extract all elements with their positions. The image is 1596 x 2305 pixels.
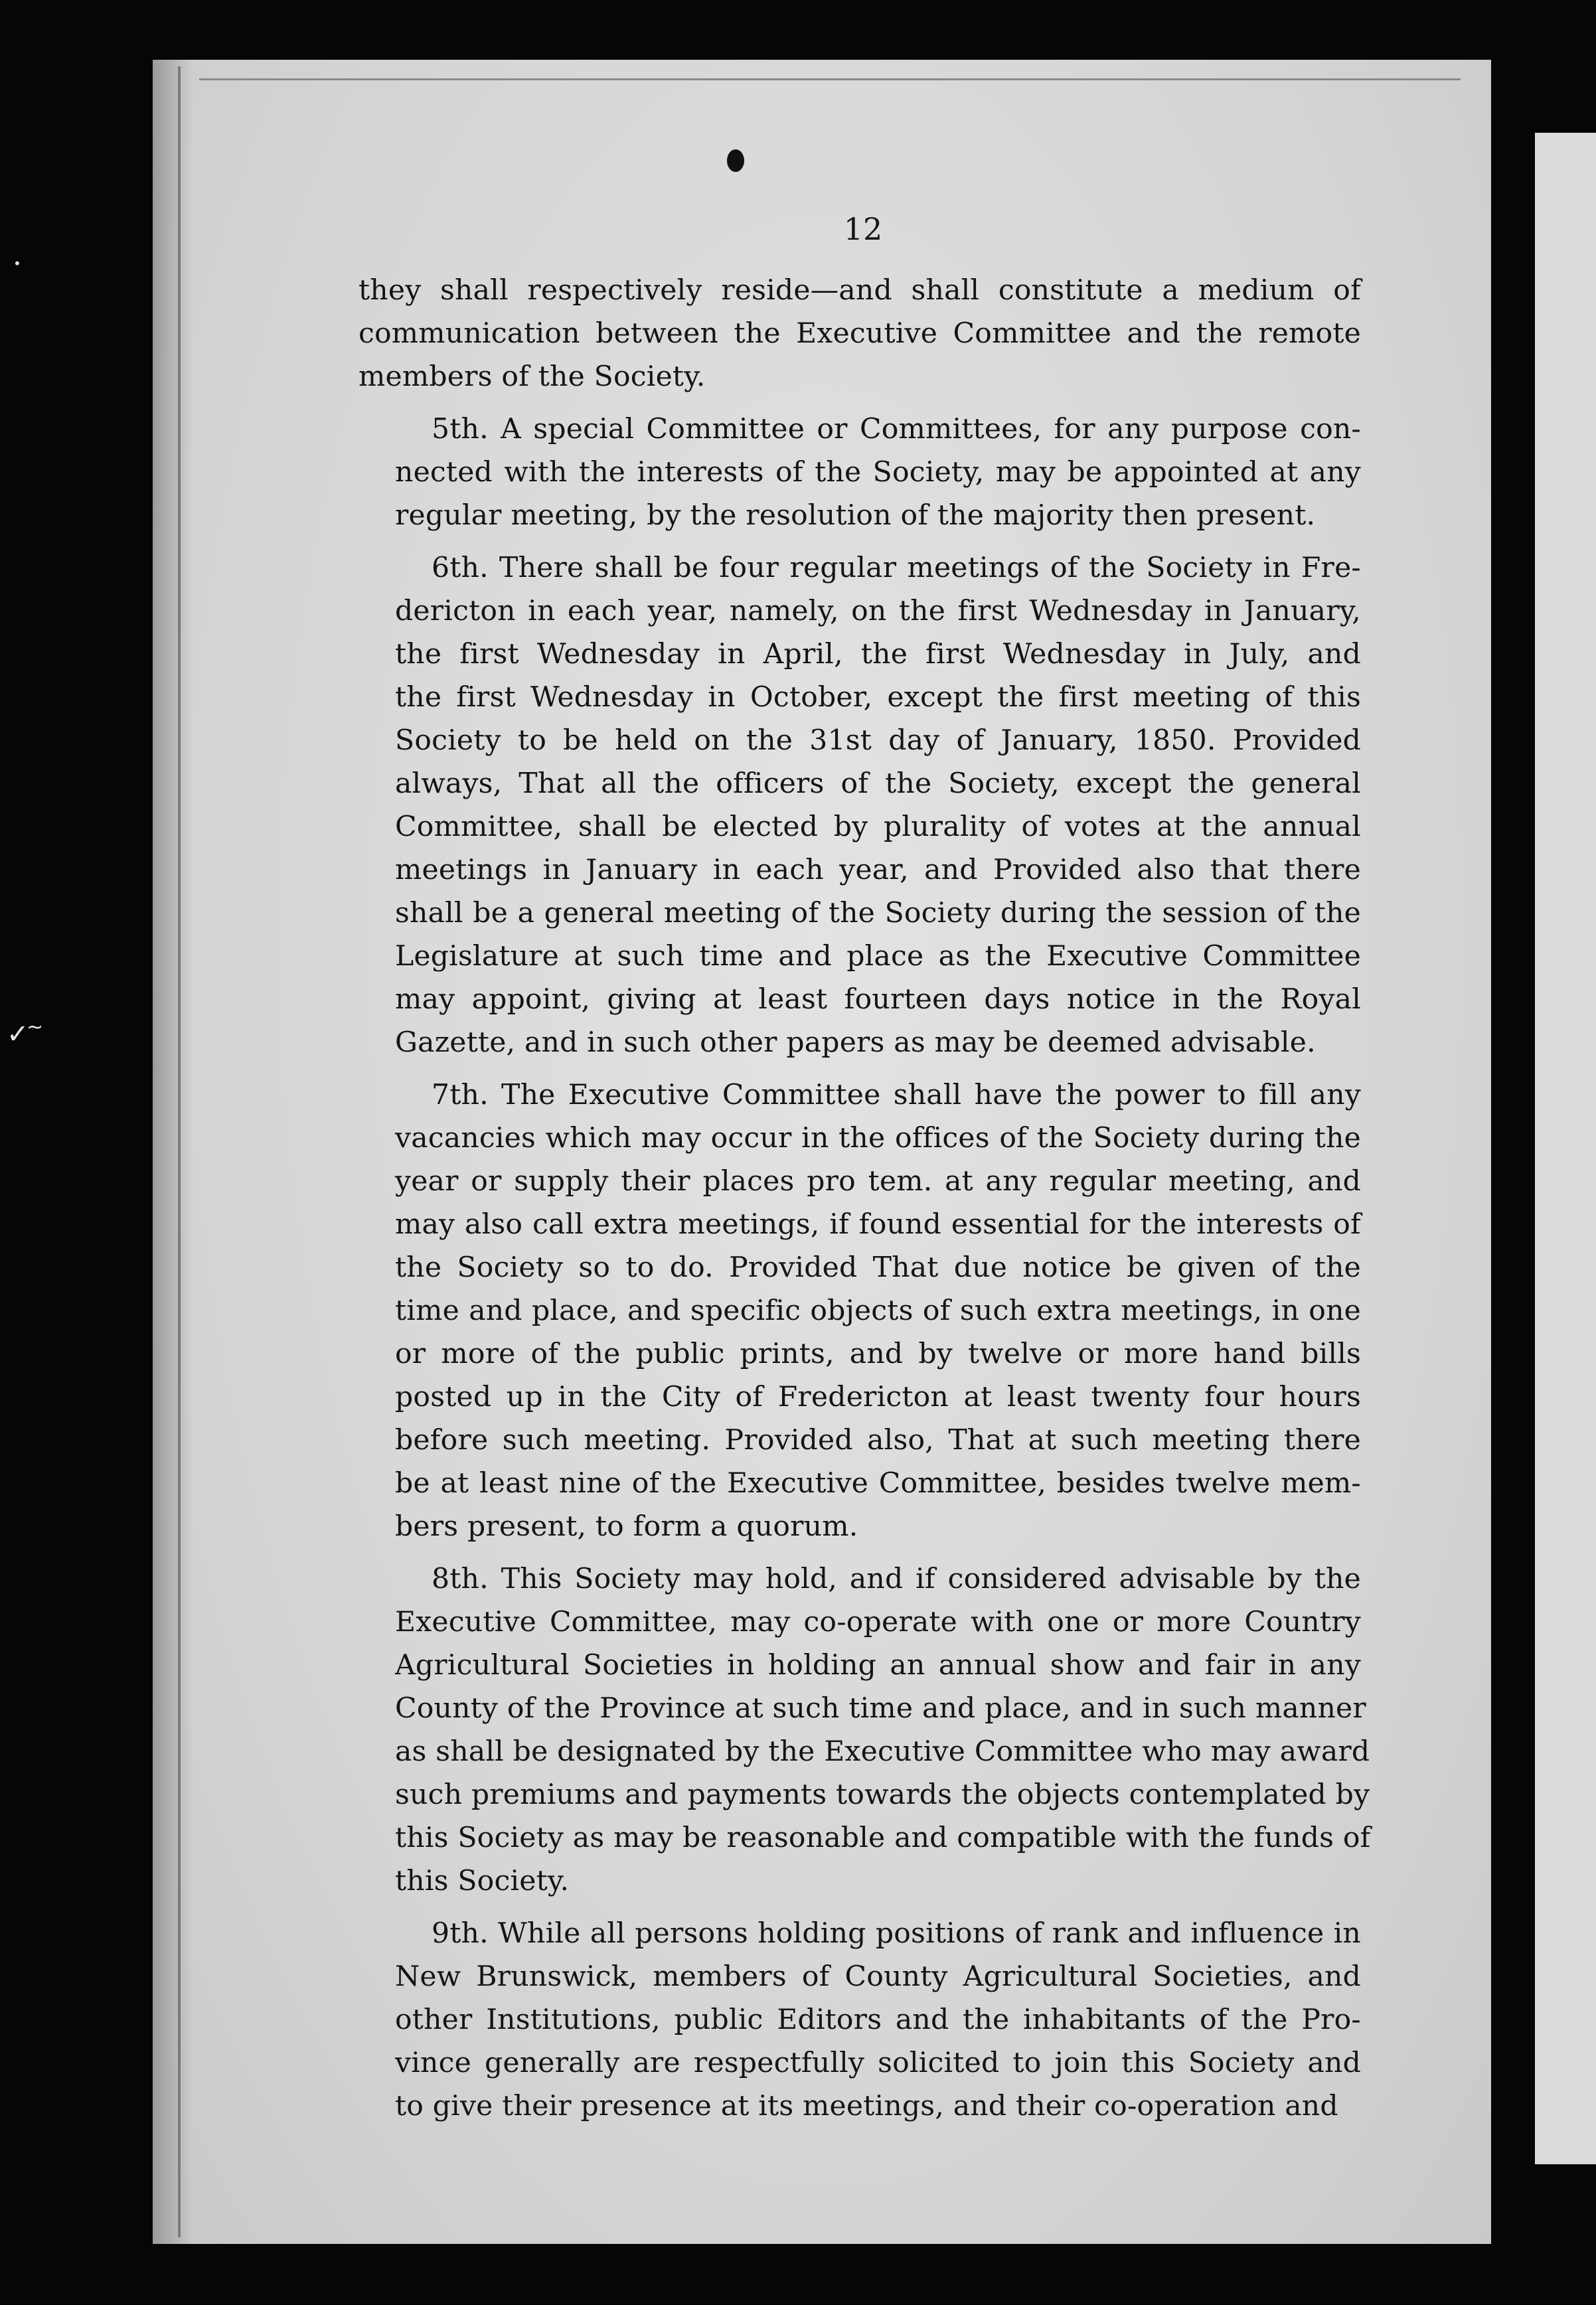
text-line: or more of the public prints, and by twelve or more hand bills	[395, 1338, 1361, 1370]
text-line: the Society so to do. Provided That due notice be given of the	[395, 1251, 1361, 1284]
text-line: meetings in January in each year, and Provided also that there	[395, 854, 1361, 886]
text-line: 6th. There shall be four regular meetings of the Society in Fre-	[432, 552, 1361, 584]
text-line: 8th. This Society may hold, and if considered advisable by the	[432, 1563, 1361, 1595]
text-line: may also call extra meetings, if found essential for the interests of	[395, 1208, 1361, 1241]
adjacent-page-edge	[1535, 133, 1596, 2164]
text-line: New Brunswick, members of County Agricultural Societies, and	[395, 1960, 1361, 1993]
margin-mark-check: ✓	[7, 1019, 29, 1050]
text-line: be at least nine of the Executive Committee, besides twelve mem-	[395, 1467, 1361, 1500]
text-line: 9th. While all persons holding positions of rank and influence in	[432, 1917, 1361, 1950]
text-line: regular meeting, by the resolution of the majority then present.	[395, 499, 1316, 532]
text-line: the first Wednesday in October, except the first meeting of this	[395, 681, 1361, 714]
text-line: bers present, to form a quorum.	[395, 1510, 858, 1543]
film-border-line-left	[178, 66, 181, 2237]
text-line: year or supply their places pro tem. at any regular meeting, and	[395, 1165, 1361, 1198]
paragraph	[359, 1557, 1371, 1903]
text-line: Gazette, and in such other papers as may be deemed advisable.	[395, 1026, 1316, 1059]
text-line: vince generally are respectfully solicited to join this Society and	[395, 2047, 1361, 2079]
text-line: Society to be held on the 31st day of January, 1850. Provided	[395, 724, 1361, 757]
text-line: shall be a general meeting of the Society during the session of the	[395, 897, 1361, 929]
body-text	[359, 269, 1371, 2137]
text-line: always, That all the officers of the Society, except the general	[395, 767, 1361, 800]
text-line: before such meeting. Provided also, That at such meeting there	[395, 1424, 1361, 1457]
text-line: Legislature at such time and place as the Executive Committee	[395, 940, 1361, 973]
margin-mark-scribble: ~	[27, 1016, 44, 1039]
text-line: County of the Province at such time and place, and in such manner	[395, 1692, 1366, 1725]
text-line: may appoint, giving at least fourteen days notice in the Royal	[395, 983, 1361, 1016]
text-line: members of the Society.	[359, 360, 706, 393]
text-line: communication between the Executive Committee and the remote	[359, 317, 1361, 350]
text-line: Agricultural Societies in holding an annual show and fair in any	[395, 1649, 1361, 1682]
text-line: 5th. A special Committee or Committees, for any purpose con-	[432, 413, 1361, 445]
film-border-line-top	[199, 78, 1461, 80]
text-line: nected with the interests of the Society, may be appointed at any	[395, 456, 1361, 489]
text-line: other Institutions, public Editors and the inhabitants of the Pro-	[395, 2004, 1361, 2036]
paragraph	[359, 546, 1361, 1064]
text-line: 7th. The Executive Committee shall have the power to fill any	[432, 1079, 1361, 1111]
text-line: time and place, and specific objects of such extra meetings, in one	[395, 1295, 1361, 1327]
text-line: this Society as may be reasonable and compatible with the funds of	[395, 1822, 1371, 1854]
text-line: to give their presence at its meetings, and their co-operation and	[395, 2090, 1338, 2122]
text-line: Committee, shall be elected by plurality of votes at the annual	[395, 811, 1361, 843]
text-line: Executive Committee, may co-operate with one or more Country	[395, 1606, 1361, 1638]
paragraph	[359, 1912, 1361, 2128]
text-line: this Society.	[395, 1865, 570, 1897]
paragraph	[359, 408, 1361, 537]
text-line: vacancies which may occur in the offices of the Society during the	[395, 1122, 1361, 1154]
text-line: as shall be designated by the Executive Committee who may award	[395, 1735, 1370, 1768]
text-line: such premiums and payments towards the objects contemplated by	[395, 1779, 1370, 1811]
paragraph	[359, 1073, 1361, 1548]
paragraph	[359, 269, 1361, 398]
page-number: 12	[843, 211, 883, 247]
page-gutter-shadow	[153, 60, 193, 2244]
text-line: posted up in the City of Fredericton at least twenty four hours	[395, 1381, 1361, 1413]
text-line: the first Wednesday in April, the first Wednesday in July, and	[395, 638, 1361, 671]
ink-blot-mark	[727, 149, 744, 172]
margin-mark-dot: •	[13, 256, 21, 272]
text-line: dericton in each year, namely, on the first Wednesday in January,	[395, 595, 1361, 627]
text-line: they shall respectively reside—and shall constitute a medium of	[359, 274, 1361, 307]
